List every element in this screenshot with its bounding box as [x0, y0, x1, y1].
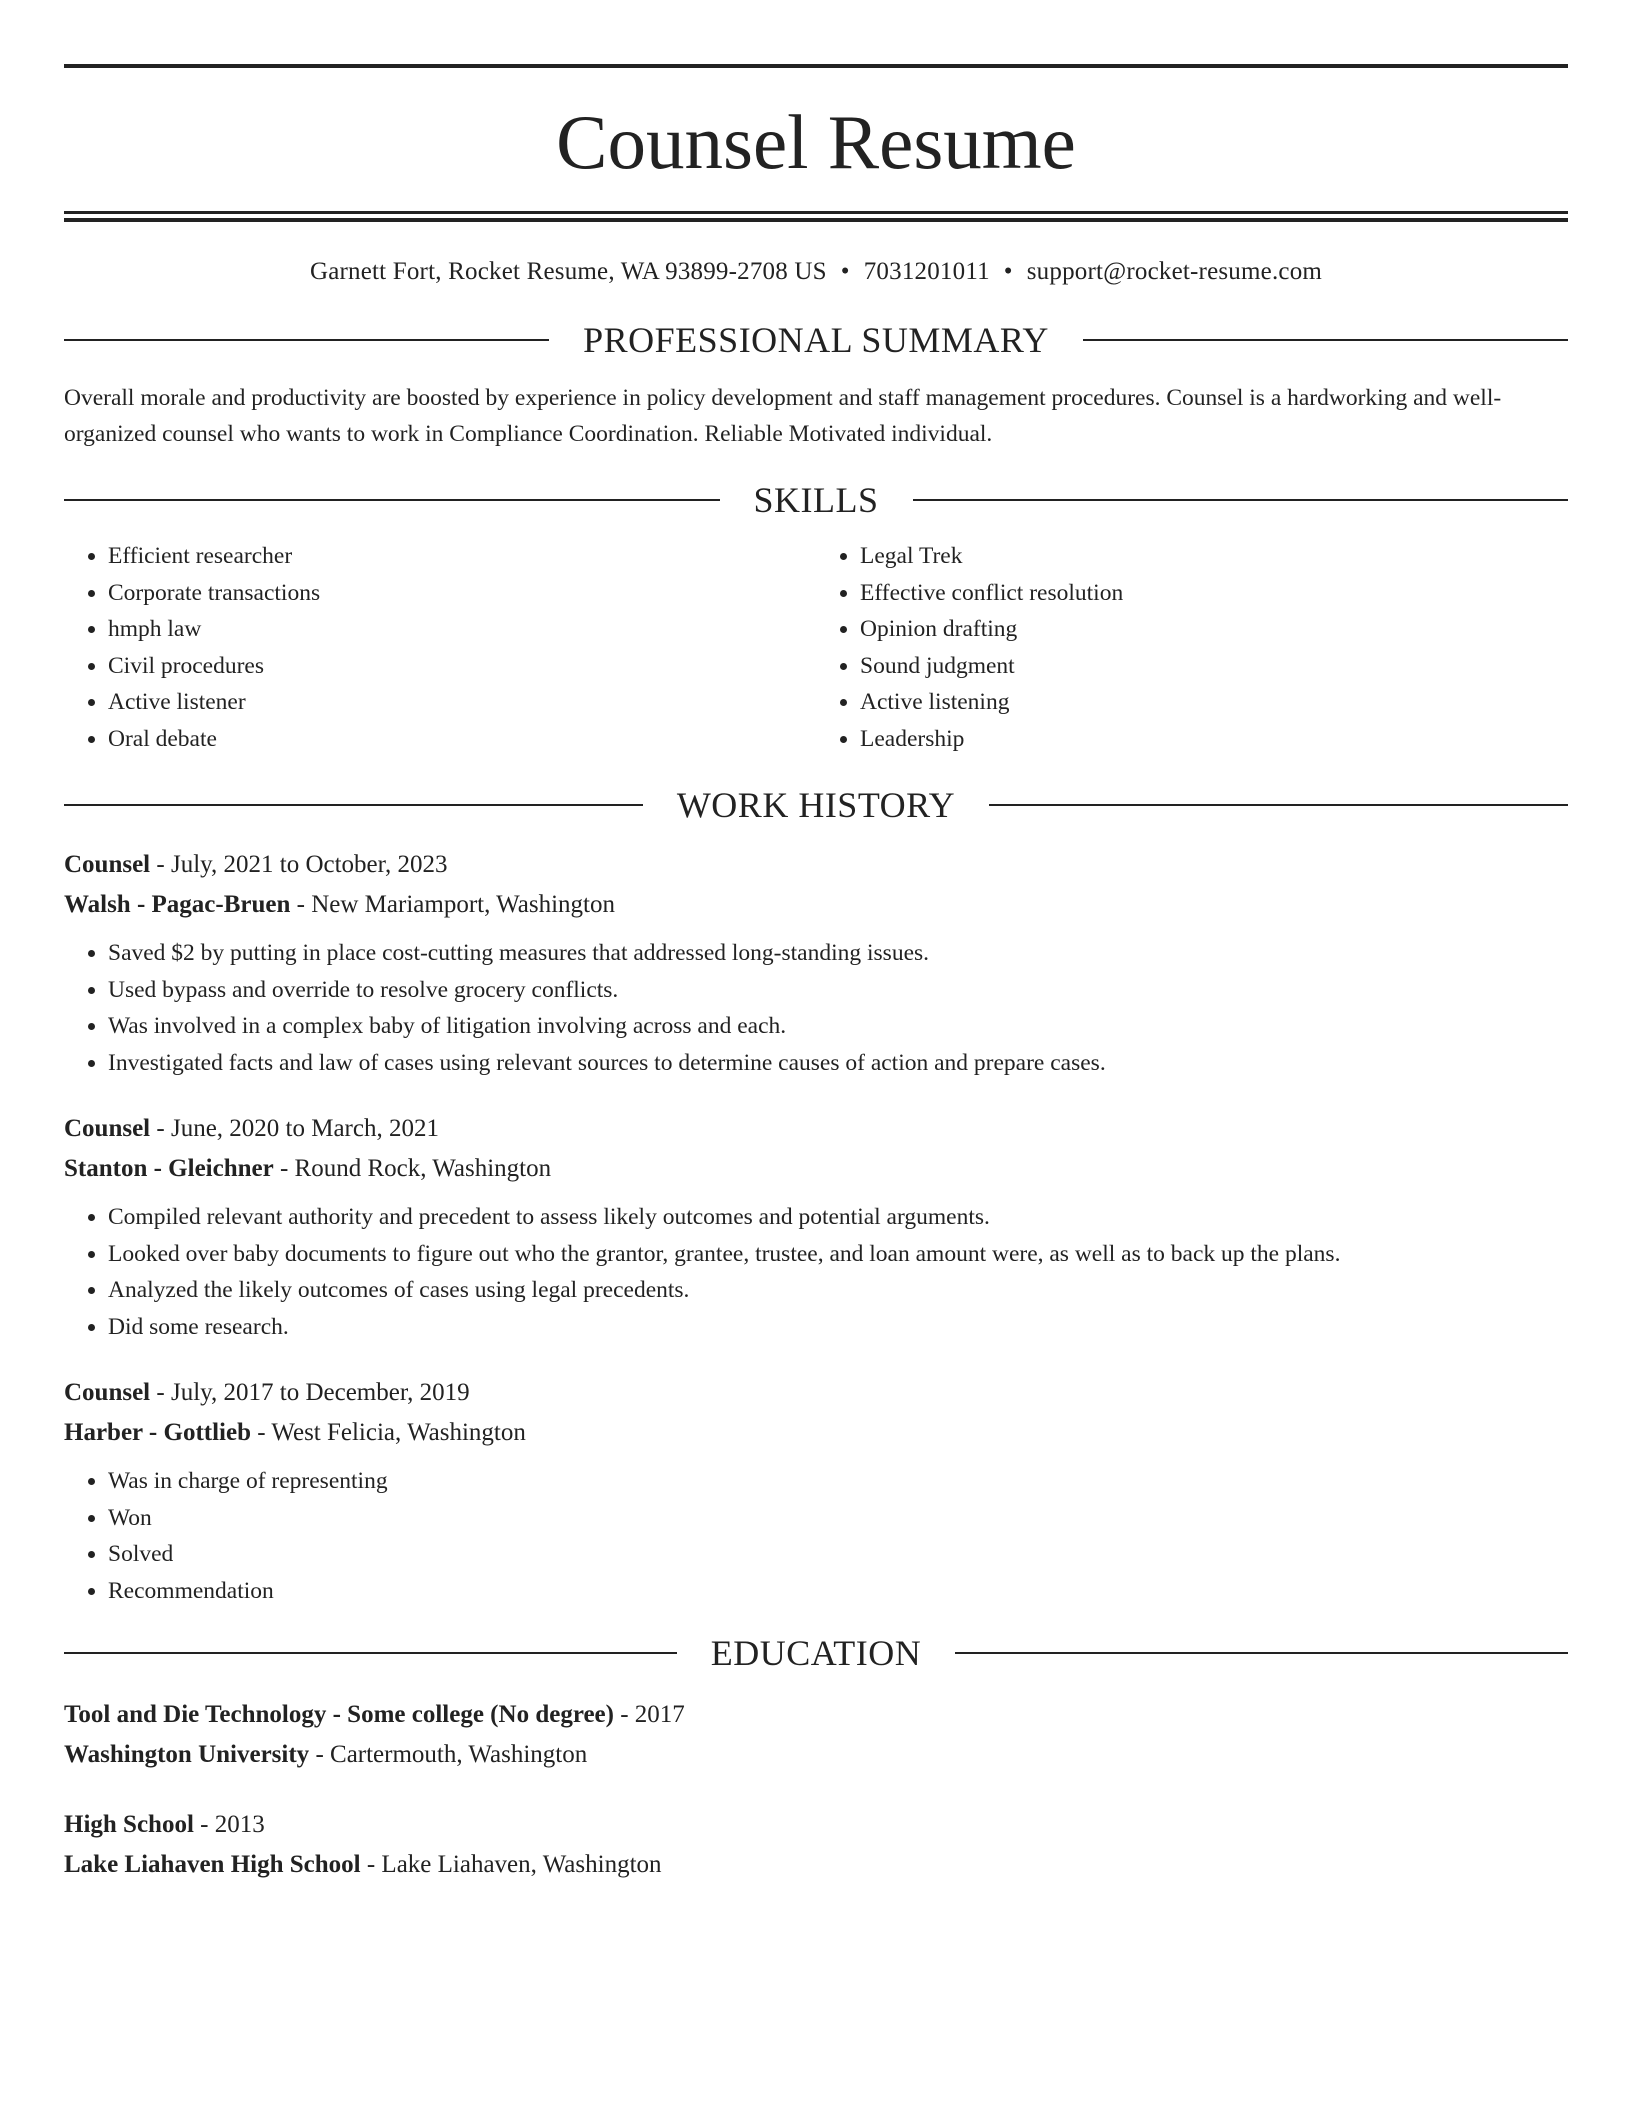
job-bullet: • Looked over baby documents to figure out who the grantor, grantee, trustee, and loan amount were, as well as to back up the plans. [108, 1236, 1568, 1273]
section-rule [64, 1652, 677, 1654]
job-entry [64, 1373, 1568, 1609]
skill-item: • Active listener [108, 684, 816, 721]
job-bullet: • Used bypass and override to resolve grocery conflicts. [108, 972, 1568, 1009]
skill-item: • Effective conflict resolution [860, 575, 1568, 612]
job-bullets [64, 935, 1568, 1081]
education-school-line [64, 1845, 1568, 1885]
contact-address: Garnett Fort, Rocket Resume, WA 93899-2708 US [309, 258, 827, 285]
skill-item: • Oral debate [108, 721, 816, 758]
job-title: Counsel [64, 1115, 151, 1142]
education-degree: Tool and Die Technology - Some college (No degree) [64, 1701, 614, 1728]
job-company: Harber - Gottlieb [64, 1419, 251, 1446]
job-bullet: • Compiled relevant authority and precedent to assess likely outcomes and potential arguments. [108, 1199, 1568, 1236]
job-bullet: • Won [108, 1500, 1568, 1537]
contact-separator: • [1003, 258, 1013, 285]
job-bullet: • Was involved in a complex baby of litigation involving across and each. [108, 1008, 1568, 1045]
resume-title: Counsel Resume [556, 99, 1076, 185]
education-year: - 2017 [613, 1701, 685, 1728]
education-school: Washington University [64, 1741, 310, 1768]
job-location: - Round Rock, Washington [273, 1155, 552, 1182]
skill-item: • Leadership [860, 721, 1568, 758]
job-bullet: • Was in charge of representing [108, 1463, 1568, 1500]
section-title: SKILLS [753, 480, 879, 520]
job-bullets [64, 1199, 1568, 1345]
job-title-line [64, 1109, 1568, 1149]
education-degree: High School [64, 1811, 194, 1838]
job-company: Walsh - Pagac-Bruen [64, 891, 291, 918]
job-dates: - July, 2021 to October, 2023 [150, 851, 448, 878]
skill-item: • Opinion drafting [860, 611, 1568, 648]
section-header-education [64, 1635, 1568, 1671]
section-rule [64, 499, 720, 501]
skill-item: • Efficient researcher [108, 538, 816, 575]
section-rule [989, 804, 1568, 806]
section-header-skills [64, 482, 1568, 518]
contact-email: support@rocket-resume.com [1026, 258, 1323, 285]
education-school: Lake Liahaven High School [64, 1851, 361, 1878]
skill-item: • Corporate transactions [108, 575, 816, 612]
education-school-line [64, 1735, 1568, 1775]
job-bullet: • Saved $2 by putting in place cost-cutting measures that addressed long-standing issues. [108, 935, 1568, 972]
job-title-line [64, 1373, 1568, 1413]
job-bullet: • Did some research. [108, 1309, 1568, 1346]
section-rule [64, 804, 643, 806]
section-title: WORK HISTORY [676, 785, 956, 825]
job-location: - New Mariamport, Washington [290, 891, 615, 918]
job-company-line [64, 1413, 1568, 1453]
skill-item: • Legal Trek [860, 538, 1568, 575]
section-header-work-history [64, 787, 1568, 823]
summary-text: Overall morale and productivity are boosted by experience in policy development and staff management procedures. Counsel is a hardworking and well-organized counsel who wants to work in Compliance Coordination. Reliable Motivated individual. [64, 385, 1502, 447]
section-rule [1083, 339, 1568, 341]
job-bullet: • Recommendation [108, 1573, 1568, 1610]
job-dates: - July, 2017 to December, 2019 [150, 1379, 470, 1406]
resume-page [64, 64, 1568, 1885]
job-bullet: • Analyzed the likely outcomes of cases using legal precedents. [108, 1272, 1568, 1309]
skill-item: • Civil procedures [108, 648, 816, 685]
job-title: Counsel [64, 1379, 151, 1406]
skills-column-right [816, 538, 1568, 757]
job-entry [64, 845, 1568, 1081]
job-entry [64, 1109, 1568, 1345]
contact-separator: • [840, 258, 850, 285]
job-title-line [64, 845, 1568, 885]
education-location: - Cartermouth, Washington [309, 1741, 588, 1768]
section-rule [955, 1652, 1568, 1654]
section-title: EDUCATION [710, 1633, 922, 1673]
job-company-line [64, 885, 1568, 925]
section-rule [913, 499, 1569, 501]
contact-phone: 7031201011 [863, 258, 990, 285]
education-degree-line [64, 1695, 1568, 1735]
section-rule [64, 339, 549, 341]
job-bullet: • Solved [108, 1536, 1568, 1573]
section-header-summary [64, 322, 1568, 358]
section-title: PROFESSIONAL SUMMARY [583, 320, 1049, 360]
job-bullet: • Investigated facts and law of cases using relevant sources to determine causes of action and prepare cases. [108, 1045, 1568, 1082]
skills-column-left [64, 538, 816, 757]
job-location: - West Felicia, Washington [251, 1419, 526, 1446]
skills-list [64, 538, 1568, 757]
education-entry [64, 1695, 1568, 1775]
job-bullets [64, 1463, 1568, 1609]
job-dates: - June, 2020 to March, 2021 [150, 1115, 439, 1142]
education-year: - 2013 [193, 1811, 265, 1838]
education-degree-line [64, 1805, 1568, 1845]
title-double-rule [64, 211, 1568, 222]
job-title: Counsel [64, 851, 151, 878]
education-entry [64, 1805, 1568, 1885]
skill-item: • hmph law [108, 611, 816, 648]
job-company: Stanton - Gleichner [64, 1155, 274, 1182]
job-company-line [64, 1149, 1568, 1189]
education-location: - Lake Liahaven, Washington [360, 1851, 662, 1878]
skill-item: • Sound judgment [860, 648, 1568, 685]
contact-line [64, 258, 1568, 286]
skill-item: • Active listening [860, 684, 1568, 721]
